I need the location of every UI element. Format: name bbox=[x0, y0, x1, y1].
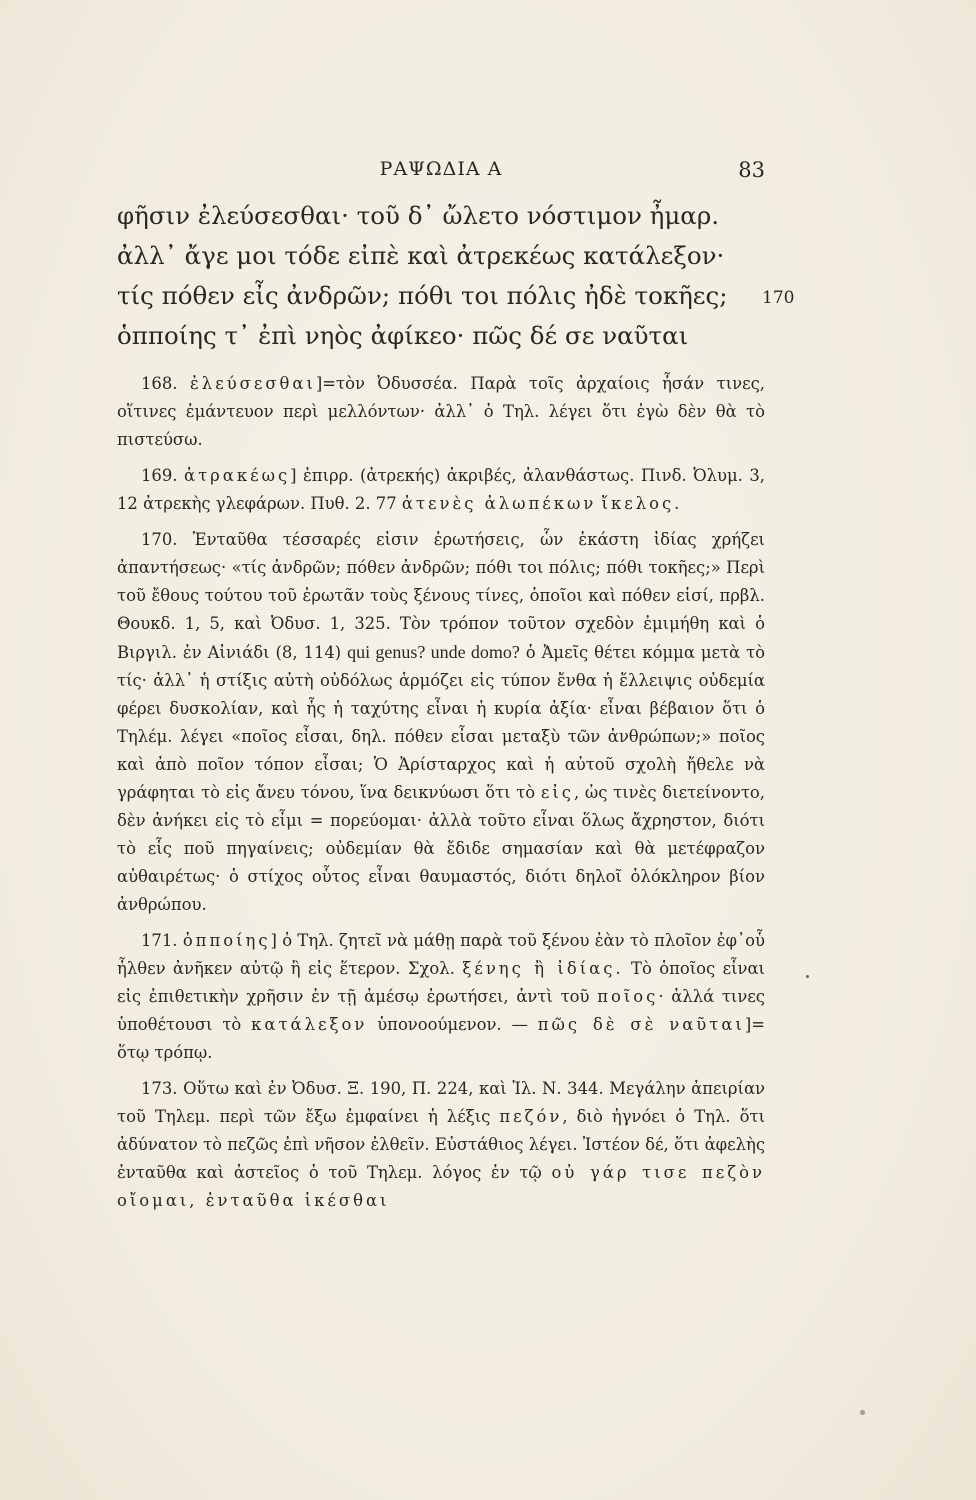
note-number: 173. bbox=[141, 1079, 178, 1098]
note-text: ὁ Ἀμεῖς θέτει κόμμα μετὰ τὸ τίς· ἀλλ᾽ ἡ στίξις αὐτὴ οὐδόλως ἁρμόζει εἰς τύπον ἔνθα ἡ ἔλλειψις οὐδεμία φέρει δυσκολίαν, καὶ ἧς ἡ ταχύτης εἶναι ἡ κυρία ἀξία· εἶναι βέβαιον ὅτι ὁ Τηλέμ. λέγει «ποῖος εἶσαι, δηλ. πόθεν εἶσαι μεταξὺ τῶν ἀνθρώπων;» ποῖος καὶ ἀπὸ ποῖον τόπον εἶσαι; Ὁ Ἀρίσταρχος καὶ ἡ αὐτοῦ σχολὴ ἤθελε νὰ γράφηται τὸ εἰς ἄνευ τόνου, ἵνα δεικνύωσι ὅτι τὸ bbox=[117, 643, 765, 802]
note-text: ] ἐπιρρ. (ἀτρεκής) ἀκριβές, ἀλανθάστως. Πινδ. Ὀλυμ. 3, 12 ἀτρεκὴς γλεφάρων. Πυθ. 2. 77 bbox=[117, 466, 765, 513]
note-lemma: ἐλεύσεσθαι bbox=[190, 374, 316, 393]
note-spaced-text: ἀτενὲς ἀλωπέκων bbox=[401, 494, 597, 513]
note-spaced-text: ἴκελος. bbox=[601, 494, 683, 513]
note-text: , ὡς τινὲς διετείνοντο, δὲν ἀνήκει εἰς τὸ εἶμι = πορεύομαι· ἀλλὰ τοῦτο εἶναι ὅλως ἄχρηστον, διότι τὸ εἷς ποῦ πηγαίνεις; οὐδεμίαν θὰ ἔδιδε σημασίαν καὶ θὰ μετέφραζον αὐθαιρέτως· ὁ στίχος οὗτος εἶναι θαυμαστός, διότι δηλοῖ ὁλόκληρον βίον ἀνθρώπου. bbox=[117, 783, 765, 914]
note-text: ὑπονοούμενον. — bbox=[377, 1015, 528, 1034]
note-169 bbox=[117, 462, 765, 518]
note-number: 169. bbox=[141, 466, 178, 485]
commentary bbox=[117, 370, 765, 1215]
note-spaced-text: πῶς δὲ σὲ ναῦται bbox=[537, 1015, 745, 1034]
note-173 bbox=[117, 1075, 765, 1215]
verse-line: ἀλλ᾽ ἄγε μοι τόδε εἰπὲ καὶ ἀτρεκέως κατάλεξον· bbox=[117, 241, 725, 270]
note-170 bbox=[117, 526, 765, 919]
note-text: , διὸ ἠγνόει ὁ Τηλ. ὅτι ἀδύνατον τὸ πεζῶς ἐπὶ νῆσον ἐλθεῖν. Εὐστάθιος λέγει. Ἰστέον δέ, ὅτι ἀφελὴς ἐνταῦθα καὶ ἀστεῖος ὁ τοῦ Τηλεμ. λόγος ἐν τῷ bbox=[117, 1107, 765, 1182]
verse-line-number: 170 bbox=[762, 288, 795, 308]
note-spaced-text: πεζόν bbox=[499, 1107, 563, 1126]
note-text: ] ὁ Τηλ. ζητεῖ νὰ μάθῃ παρὰ τοῦ ξένου ἐὰν τὸ πλοῖον ἐφ᾽οὗ ἦλθεν ἀνῆκεν αὐτῷ ἢ εἰς ἕτερον. Σχολ. bbox=[117, 931, 765, 978]
note-text: ]= ὅτῳ τρόπῳ. bbox=[117, 1015, 765, 1062]
page-number: 83 bbox=[738, 158, 765, 182]
note-spaced-text: ποῖος bbox=[597, 987, 659, 1006]
note-text: · ἀλλά τινες ὑποθέτουσι τὸ bbox=[117, 987, 765, 1034]
verse-line: ὁπποίης τ᾽ ἐπὶ νηὸς ἀφίκεο· πῶς δέ σε ναῦται bbox=[117, 321, 689, 350]
note-text: Τὸ ὁποῖος εἶναι εἰς ἐπιθετικὴν χρῆσιν ἐν τῇ ἀμέσῳ ἐρωτήσει, ἀντὶ τοῦ bbox=[117, 959, 765, 1006]
note-spaced-text: εἰς bbox=[540, 783, 574, 802]
note-spaced-text: κατάλεξον bbox=[251, 1015, 368, 1034]
note-spaced-text: οὐ γάρ τισε πεζὸν οἴομαι, ἐνταῦθα ἱκέσθαι bbox=[117, 1163, 765, 1210]
note-168 bbox=[117, 370, 765, 454]
paper-speck bbox=[860, 1410, 865, 1415]
running-head bbox=[117, 158, 765, 188]
note-number: 171. bbox=[141, 931, 178, 950]
note-text: Οὕτω καὶ ἐν Ὀδυσ. Ξ. 190, Π. 224, καὶ Ἰλ. Ν. 344. Μεγάλην ἀπειρίαν τοῦ Τηλεμ. περὶ τῶν ἔξω ἐμφαίνει ἡ λέξις bbox=[117, 1079, 765, 1126]
note-number: 168. bbox=[141, 374, 178, 393]
note-number: 170. bbox=[141, 530, 178, 549]
paper-speck bbox=[806, 975, 809, 978]
running-title: ΡΑΨΩΔΙΑ Α bbox=[379, 158, 503, 180]
note-lemma: ἀτρακέως bbox=[184, 466, 291, 485]
verse-block bbox=[117, 196, 757, 356]
note-spaced-text: ξένης ἢ ἰδίας. bbox=[462, 959, 624, 978]
note-171 bbox=[117, 927, 765, 1067]
verse-line: φῆσιν ἐλεύσεσθαι· τοῦ δ᾽ ὤλετο νόστιμον ἦμαρ. bbox=[117, 201, 720, 230]
note-text: Ἐνταῦθα τέσσαρές εἰσιν ἐρωτήσεις, ὧν ἑκάστη ἰδίας χρήζει ἀπαντήσεως· «τίς ἀνδρῶν; πόθεν ἀνδρῶν; πόθι τοι πόλις; πόθι τοκῆες;» Περὶ τοῦ ἔθους τούτου τοῦ ἐρωτᾶν τοὺς ξένους τίνες, ὁποῖοι καὶ πόθεν εἰσί, πρβλ. Θουκδ. 1, 5, καὶ Ὀδυσ. 1, 325. Τὸν τρόπον τοῦτον σχεδὸν ἐμιμήθη καὶ ὁ Βιργιλ. ἐν Αἰνιάδι (8, 114) bbox=[117, 530, 765, 662]
note-lemma: ὁπποίης bbox=[182, 931, 271, 950]
verse-line: τίς πόθεν εἶς ἀνδρῶν; πόθι τοι πόλις ἠδὲ τοκῆες; bbox=[117, 281, 728, 310]
note-latin-quote: qui genus? unde domo? bbox=[347, 642, 520, 662]
note-text: ]=τὸν Ὀδυσσέα. Παρὰ τοῖς ἀρχαίοις ἦσάν τινες, οἵτινες ἐμάντευον περὶ μελλόντων· ἀλλ᾽ ὁ Τηλ. λέγει ὅτι ἐγὼ δὲν θὰ τὸ πιστεύσω. bbox=[117, 374, 765, 449]
